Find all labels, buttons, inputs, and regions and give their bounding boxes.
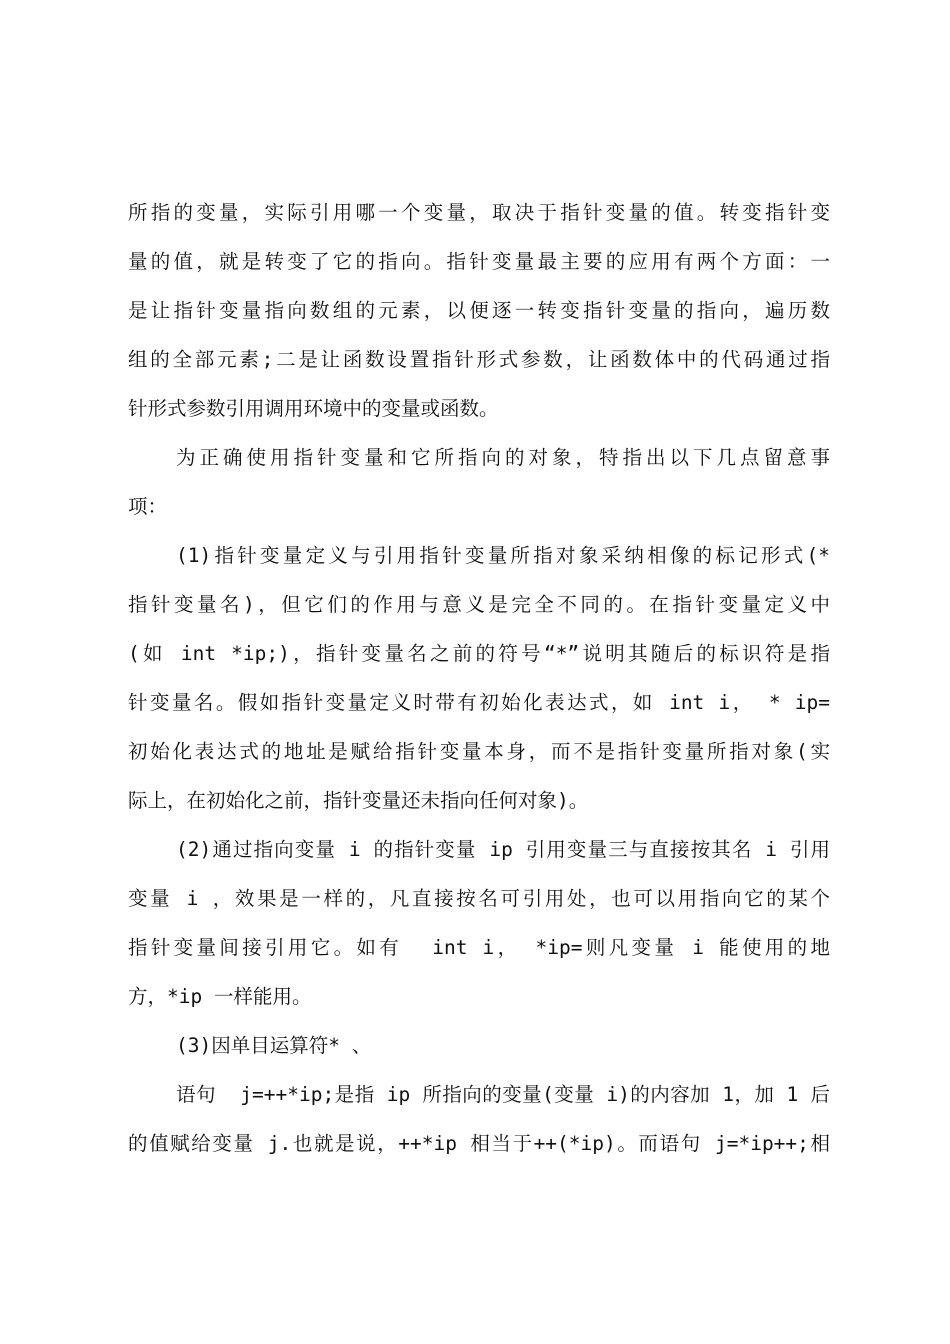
- text-line: 变量 i ，效果是一样的，凡直接按名可引用处，也可以用指向它的某个: [128, 887, 830, 910]
- paragraph-note-1: [128, 531, 830, 825]
- text-line: 指针变量名)，但它们的作用与意义是完全不同的。在指针变量定义中: [128, 593, 830, 616]
- text-line: 的值赋给变量 j.也就是说，++*ip 相当于++(*ip)。而语句 j=*ip++;相: [128, 1132, 830, 1155]
- text-line: 所指的变量，实际引用哪一个变量，取决于指针变量的值。转变指针变: [128, 201, 830, 224]
- text-line: 为正确使用指针变量和它所指向的对象，特指出以下几点留意事: [176, 446, 830, 469]
- paragraph-note-2: [128, 825, 830, 1021]
- text-line: (如 int *ip;)，指针变量名之前的符号“*”说明其随后的标识符是指: [128, 642, 830, 665]
- text-line: 组的全部元素;二是让函数设置指针形式参数，让函数体中的代码通过指: [128, 348, 830, 371]
- text-line: 针变量名。假如指针变量定义时带有初始化表达式，如 int i， * ip=: [128, 691, 830, 714]
- paragraph-pointer-usage: [128, 188, 830, 433]
- text-line: 际上，在初始化之前，指针变量还未指向任何对象)。: [128, 789, 589, 812]
- text-line: 方，*ip 一样能用。: [128, 985, 312, 1008]
- text-line: (2)通过指向变量 i 的指针变量 ip 引用变量三与直接按其名 i 引用: [176, 838, 830, 861]
- text-line: 量的值，就是转变了它的指向。指针变量最主要的应用有两个方面：一: [128, 250, 830, 273]
- text-line: 项：: [128, 495, 168, 518]
- document-body: [128, 188, 830, 1168]
- text-line: 针形式参数引用调用环境中的变量或函数。: [128, 397, 499, 420]
- paragraph-note-3: [128, 1021, 830, 1070]
- paragraph-statement-example: [128, 1070, 830, 1168]
- text-line: 指针变量间接引用它。如有 int i， *ip=则凡变量 i 能使用的地: [128, 936, 830, 959]
- text-line: 语句 j=++*ip;是指 ip 所指向的变量(变量 i)的内容加 1，加 1 后: [176, 1083, 830, 1106]
- paragraph-notes-intro: [128, 433, 830, 531]
- text-line: (1)指针变量定义与引用指针变量所指对象采纳相像的标记形式(*: [176, 544, 830, 567]
- text-line: 初始化表达式的地址是赋给指针变量本身，而不是指针变量所指对象(实: [128, 740, 830, 763]
- text-line: (3)因单目运算符* 、: [176, 1034, 372, 1057]
- text-line: 是让指针变量指向数组的元素，以便逐一转变指针变量的指向，遍历数: [128, 299, 830, 322]
